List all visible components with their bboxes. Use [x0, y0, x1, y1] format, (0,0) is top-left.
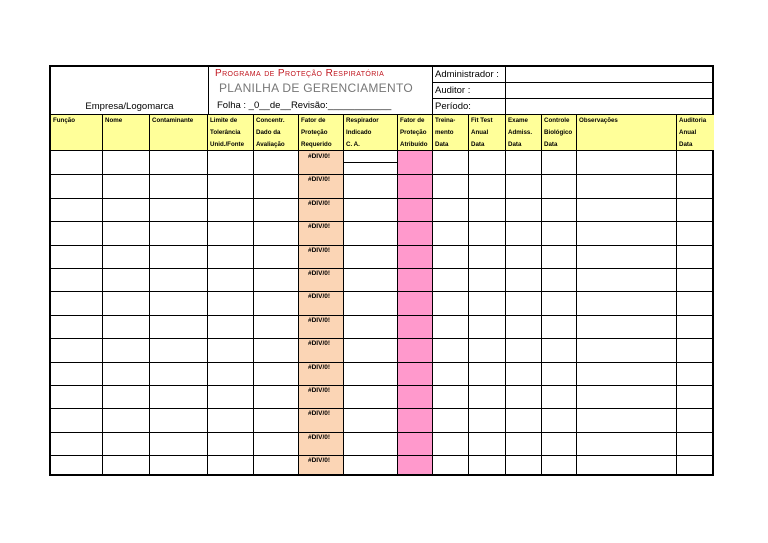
column-header-training[interactable]: [433, 115, 469, 150]
column-header-text: Data: [544, 141, 558, 148]
program-title: Programa de Proteção Respiratória: [215, 68, 385, 79]
sheet-title: PLANILHA DE GERENCIAMENTO: [219, 81, 413, 95]
sheet-header: [51, 67, 712, 114]
title-cell: [209, 67, 433, 114]
required-factor-value: #DIV/0!: [308, 199, 331, 207]
column-header-text: Anual: [679, 129, 697, 136]
column-header-text: Concentr.: [256, 117, 285, 124]
column-header-concentration[interactable]: [254, 115, 299, 150]
required-factor-value: #DIV/0!: [308, 410, 331, 418]
column-header-text: Proteção: [301, 129, 328, 136]
column-header-biological-control[interactable]: [542, 115, 577, 150]
column-header-text: Admiss.: [508, 129, 533, 136]
sheet-revision-line[interactable]: Folha : _0__de__Revisão:____________: [217, 100, 392, 111]
period-label: Período:: [435, 101, 471, 112]
required-factor-value: #DIV/0!: [308, 153, 331, 160]
column-header-text: Data: [435, 141, 449, 148]
column-header-row: [51, 114, 712, 151]
company-logo-label: Empresa/Logomarca: [85, 101, 174, 112]
table-row[interactable]: [51, 408, 712, 431]
required-factor-value: #DIV/0!: [308, 270, 331, 277]
table-row[interactable]: [51, 221, 712, 244]
management-spreadsheet: [49, 65, 714, 476]
column-header-text: Observações: [579, 117, 618, 124]
auditor-row[interactable]: [433, 83, 714, 99]
column-header-text: Biológico: [544, 129, 573, 136]
column-header-text: Fator de: [400, 117, 425, 124]
column-header-text: Avaliação: [256, 141, 285, 148]
required-factor-value: #DIV/0!: [308, 176, 331, 184]
required-factor-value: #DIV/0!: [308, 457, 331, 465]
column-header-text: Contaminante: [152, 117, 194, 124]
column-header-text: Fit Test: [471, 117, 493, 124]
column-header-assigned-factor[interactable]: [398, 115, 433, 150]
column-header-text: Auditoria: [679, 117, 707, 124]
column-header-text: Fator de: [301, 117, 326, 124]
column-header-text: Proteção: [400, 129, 427, 136]
column-header-required-factor[interactable]: [299, 115, 344, 150]
required-factor-value: #DIV/0!: [308, 433, 331, 441]
column-header-text: Limite de: [210, 117, 238, 124]
column-header-name[interactable]: [103, 115, 150, 150]
column-header-text: Requerido: [301, 141, 332, 148]
respirator-subdivider: [344, 162, 398, 163]
column-header-text: Data: [679, 141, 693, 148]
table-row[interactable]: [51, 432, 712, 455]
required-factor-value: #DIV/0!: [308, 387, 331, 394]
column-header-function[interactable]: [51, 115, 103, 150]
data-table-body: [51, 151, 712, 474]
column-header-tolerance-limit[interactable]: [208, 115, 254, 150]
column-header-text: Tolerância: [210, 129, 241, 136]
table-row[interactable]: [51, 174, 712, 197]
column-header-text: Data: [508, 141, 522, 148]
column-header-fit-test[interactable]: [469, 115, 506, 150]
table-row[interactable]: [51, 362, 712, 385]
required-factor-value: #DIV/0!: [308, 293, 331, 301]
column-header-observations[interactable]: [577, 115, 677, 150]
column-header-text: Respirador: [346, 117, 379, 124]
table-row[interactable]: [51, 338, 712, 361]
column-header-annual-audit[interactable]: [677, 115, 714, 150]
required-factor-value: #DIV/0!: [308, 223, 331, 231]
required-factor-value: #DIV/0!: [308, 246, 331, 254]
company-logo-cell[interactable]: [51, 67, 209, 114]
required-factor-value: #DIV/0!: [308, 340, 331, 348]
table-row[interactable]: [51, 385, 712, 408]
required-factor-value: #DIV/0!: [308, 316, 331, 324]
table-row[interactable]: [51, 291, 712, 314]
auditor-label: Auditor :: [435, 85, 471, 96]
required-factor-value: #DIV/0!: [308, 363, 331, 371]
column-header-text: Atribuído: [400, 141, 428, 148]
table-row[interactable]: [51, 268, 712, 291]
column-header-contaminant[interactable]: [150, 115, 208, 150]
table-row[interactable]: [51, 198, 712, 221]
column-header-text: Indicado: [346, 129, 372, 136]
column-header-text: Exame: [508, 117, 528, 124]
column-header-text: Anual: [471, 129, 489, 136]
responsibles-cell: [433, 67, 714, 114]
column-header-text: C. A.: [346, 141, 360, 148]
column-header-text: Unid./Fonte: [210, 141, 245, 148]
table-row[interactable]: [51, 315, 712, 338]
column-header-admission-exam[interactable]: [506, 115, 542, 150]
table-row[interactable]: [51, 455, 712, 478]
column-header-text: mento: [435, 129, 454, 136]
column-header-text: Controle: [544, 117, 570, 124]
administrator-label: Administrador :: [435, 69, 499, 80]
column-header-text: Treina-: [435, 117, 456, 124]
column-header-respirator[interactable]: [344, 115, 398, 150]
table-row[interactable]: [51, 245, 712, 268]
column-header-text: Nome: [105, 117, 123, 124]
period-row[interactable]: [433, 99, 714, 114]
column-header-text: Função: [53, 117, 76, 124]
administrator-row[interactable]: [433, 67, 714, 83]
column-header-text: Data: [471, 141, 485, 148]
column-header-text: Dado da: [256, 129, 281, 136]
